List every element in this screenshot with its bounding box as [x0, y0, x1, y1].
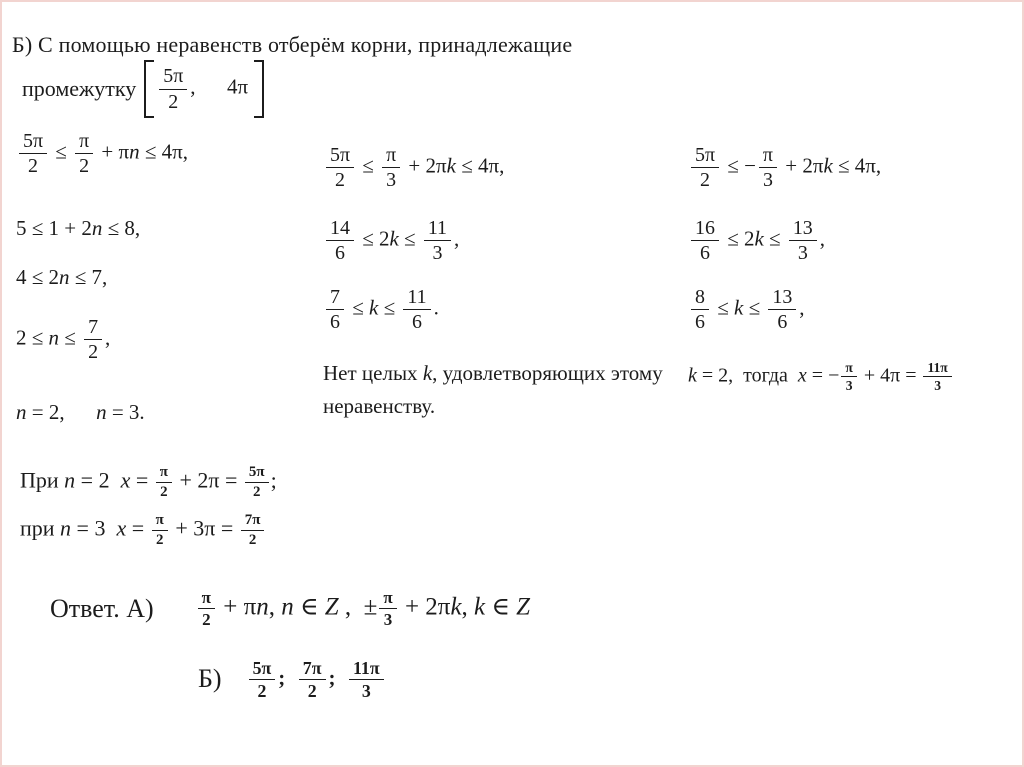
title-line-1: Б) С помощью неравенств отберём корни, принадлежащие — [12, 32, 573, 57]
right-bracket-icon — [254, 60, 264, 118]
left-bracket-icon — [144, 60, 154, 118]
interval — [144, 60, 264, 118]
left-col-line-3: 4 ≤ 2n ≤ 7, — [16, 265, 108, 289]
mid-col-line-3: $\frac{7}{6}$ ≤ k ≤ $\frac{11}{6}$ . — [323, 286, 439, 334]
answer-b-row — [198, 658, 387, 701]
right-col-line-2: $\frac{16}{6}$ ≤ 2k ≤ $\frac{13}{3}$ , — [688, 217, 825, 265]
answer-b-label: Б) — [198, 664, 222, 694]
interval-content: $\frac{5\pi}{2}$ , 4π — [154, 65, 254, 113]
left-col-line-5: n = 2, n = 3. — [16, 400, 145, 424]
answer-a-row — [50, 588, 530, 629]
right-col-line-3: $\frac{8}{6}$ ≤ k ≤ $\frac{13}{6}$ , — [688, 286, 805, 334]
interval-row — [22, 60, 264, 118]
right-col-line-4: k = 2, тогда x = − $\frac{\pi}{3}$ + 4π = $\frac{11\pi}{3}$ — [688, 360, 954, 393]
no-integer-k-note: Нет целых k, удовлетворяющих этому неравенству. — [323, 361, 668, 418]
mid-col-line-1: $\frac{5\pi}{2}$ ≤ $\frac{\pi}{3}$ + 2πk ≤ 4π, — [323, 144, 504, 192]
answer-a-content: $\frac{\pi}{2}$ + πn, n ∈ Z , ± $\frac{\pi}{3}$ + 2πk, k ∈ Z — [196, 588, 530, 629]
answer-b-content: $\frac{5\pi}{2}$ ; $\frac{7\pi}{2}$ ; $\frac{11\pi}{3}$ — [246, 658, 387, 701]
left-col-line-1: $\frac{5\pi}{2}$ ≤ $\frac{\pi}{2}$ + πn ≤ 4π, — [16, 130, 188, 178]
interval-label: промежутку — [22, 76, 137, 101]
right-col-line-1: $\frac{5\pi}{2}$ ≤ − $\frac{\pi}{3}$ + 2πk ≤ 4π, — [688, 144, 881, 192]
answer-a-label: Ответ. А) — [50, 593, 154, 623]
substitution-line-2: при n = 3 x = $\frac{\pi}{2}$ + 3π = $\frac{7\pi}{2}$ — [20, 512, 266, 548]
substitution-line-1: При n = 2 x = $\frac{\pi}{2}$ + 2π = $\frac{5\pi}{2}$ ; — [20, 464, 277, 500]
left-col-line-4: 2 ≤ n ≤ $\frac{7}{2}$ , — [16, 316, 111, 364]
left-col-line-2: 5 ≤ 1 + 2n ≤ 8, — [16, 216, 141, 240]
mid-col-line-2: $\frac{14}{6}$ ≤ 2k ≤ $\frac{11}{3}$ , — [323, 217, 459, 265]
